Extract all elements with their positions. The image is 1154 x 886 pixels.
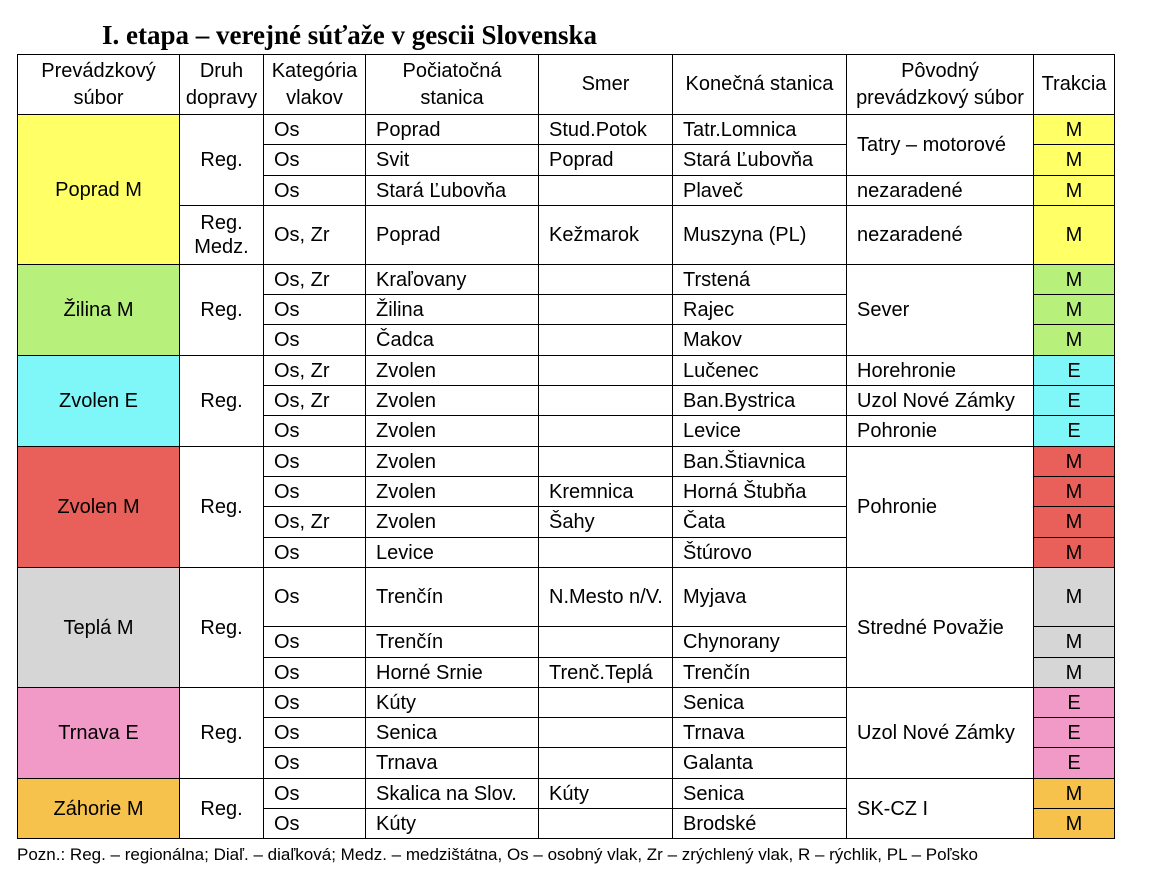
kategoria-cell: Os <box>264 447 366 477</box>
druh-dopravy-cell: Reg. <box>180 115 264 206</box>
smer-cell: Poprad <box>539 145 673 176</box>
kategoria-cell: Os <box>264 145 366 176</box>
povodny-subor-cell: Horehronie <box>847 356 1034 386</box>
trakcia-cell: M <box>1034 779 1115 809</box>
kategoria-cell: Os <box>264 416 366 447</box>
smer-cell: Kremnica <box>539 477 673 507</box>
trakcia-cell: E <box>1034 748 1115 779</box>
druh-dopravy-cell: Reg. <box>180 568 264 688</box>
povodny-subor-cell: Uzol Nové Zámky <box>847 386 1034 416</box>
smer-cell <box>539 295 673 325</box>
pociatocna-stanica-cell: Žilina <box>366 295 539 325</box>
smer-cell: Kežmarok <box>539 206 673 265</box>
header-povodny-subor: Pôvodný prevádzkový súbor <box>847 55 1034 115</box>
footnote: Pozn.: Reg. – regionálna; Diaľ. – diaľková; Medz. – medzištátna, Os – osobný vlak, Zr – zrýchlený vlak, R – rýchlik, PL – Poľsko <box>17 845 979 864</box>
trakcia-cell: M <box>1034 206 1115 265</box>
kategoria-cell: Os <box>264 568 366 627</box>
kategoria-cell: Os <box>264 325 366 356</box>
trakcia-cell: M <box>1034 477 1115 507</box>
group-name-cell: Teplá M <box>18 568 180 688</box>
povodny-subor-cell: Pohronie <box>847 416 1034 447</box>
trakcia-cell: M <box>1034 325 1115 356</box>
konecna-stanica-cell: Tatr.Lomnica <box>673 115 847 145</box>
konecna-stanica-cell: Chynorany <box>673 627 847 658</box>
druh-dopravy-cell: Reg. <box>180 447 264 568</box>
trakcia-cell: M <box>1034 568 1115 627</box>
table-row <box>18 115 1115 145</box>
kategoria-cell: Os, Zr <box>264 265 366 295</box>
smer-cell <box>539 447 673 477</box>
trakcia-cell: M <box>1034 145 1115 176</box>
group-name-cell: Poprad M <box>18 115 180 265</box>
smer-cell <box>539 356 673 386</box>
smer-cell: Trenč.Teplá <box>539 658 673 688</box>
konecna-stanica-cell: Trnava <box>673 718 847 748</box>
kategoria-cell: Os, Zr <box>264 206 366 265</box>
group-name-cell: Žilina M <box>18 265 180 356</box>
page-title: I. etapa – verejné súťaže v gescii Slovenska <box>102 20 598 50</box>
trakcia-cell: M <box>1034 265 1115 295</box>
povodny-subor-cell: SK-CZ I <box>847 779 1034 839</box>
kategoria-cell: Os <box>264 627 366 658</box>
konecna-stanica-cell: Štúrovo <box>673 538 847 568</box>
table-row <box>18 447 1115 477</box>
smer-cell <box>539 416 673 447</box>
pociatocna-stanica-cell: Zvolen <box>366 356 539 386</box>
kategoria-cell: Os <box>264 688 366 718</box>
trakcia-cell: E <box>1034 356 1115 386</box>
group-name-cell: Zvolen E <box>18 356 180 447</box>
povodny-subor-cell: Sever <box>847 265 1034 356</box>
konecna-stanica-cell: Muszyna (PL) <box>673 206 847 265</box>
trakcia-cell: M <box>1034 176 1115 206</box>
trakcia-cell: E <box>1034 416 1115 447</box>
pociatocna-stanica-cell: Kraľovany <box>366 265 539 295</box>
pociatocna-stanica-cell: Zvolen <box>366 477 539 507</box>
pociatocna-stanica-cell: Trnava <box>366 748 539 779</box>
kategoria-cell: Os <box>264 658 366 688</box>
trakcia-cell: M <box>1034 658 1115 688</box>
druh-dopravy-cell: Reg. <box>180 265 264 356</box>
konecna-stanica-cell: Senica <box>673 779 847 809</box>
konecna-stanica-cell: Horná Štubňa <box>673 477 847 507</box>
header-kategoria-vlakov: Kategória vlakov <box>264 55 366 115</box>
konecna-stanica-cell: Myjava <box>673 568 847 627</box>
tenders-table <box>17 54 1115 839</box>
konecna-stanica-cell: Trstená <box>673 265 847 295</box>
trakcia-cell: E <box>1034 688 1115 718</box>
table-row <box>18 568 1115 627</box>
smer-cell <box>539 748 673 779</box>
kategoria-cell: Os <box>264 809 366 839</box>
smer-cell: Šahy <box>539 507 673 538</box>
pociatocna-stanica-cell: Stará Ľubovňa <box>366 176 539 206</box>
trakcia-cell: E <box>1034 386 1115 416</box>
group-name-cell: Záhorie M <box>18 779 180 839</box>
pociatocna-stanica-cell: Zvolen <box>366 386 539 416</box>
smer-cell <box>539 718 673 748</box>
konecna-stanica-cell: Lučenec <box>673 356 847 386</box>
konecna-stanica-cell: Stará Ľubovňa <box>673 145 847 176</box>
table-header <box>18 55 1115 115</box>
konecna-stanica-cell: Ban.Štiavnica <box>673 447 847 477</box>
pociatocna-stanica-cell: Kúty <box>366 809 539 839</box>
table-row <box>18 356 1115 386</box>
povodny-subor-cell: Stredné Považie <box>847 568 1034 688</box>
header-konecna-stanica: Konečná stanica <box>673 55 847 115</box>
kategoria-cell: Os <box>264 295 366 325</box>
povodny-subor-cell: Tatry – motorové <box>847 115 1034 176</box>
pociatocna-stanica-cell: Svit <box>366 145 539 176</box>
kategoria-cell: Os <box>264 115 366 145</box>
pociatocna-stanica-cell: Zvolen <box>366 447 539 477</box>
header-druh-dopravy: Druh dopravy <box>180 55 264 115</box>
trakcia-cell: M <box>1034 507 1115 538</box>
druh-dopravy-cell: Reg. <box>180 779 264 839</box>
smer-cell <box>539 809 673 839</box>
header-prevadzkovy-subor: Prevádzkový súbor <box>18 55 180 115</box>
konecna-stanica-cell: Makov <box>673 325 847 356</box>
pociatocna-stanica-cell: Trenčín <box>366 627 539 658</box>
trakcia-cell: M <box>1034 538 1115 568</box>
konecna-stanica-cell: Brodské <box>673 809 847 839</box>
smer-cell <box>539 538 673 568</box>
smer-cell: N.Mesto n/V. <box>539 568 673 627</box>
header-smer: Smer <box>539 55 673 115</box>
pociatocna-stanica-cell: Čadca <box>366 325 539 356</box>
kategoria-cell: Os, Zr <box>264 356 366 386</box>
konecna-stanica-cell: Ban.Bystrica <box>673 386 847 416</box>
pociatocna-stanica-cell: Senica <box>366 718 539 748</box>
povodny-subor-cell: Pohronie <box>847 447 1034 568</box>
konecna-stanica-cell: Senica <box>673 688 847 718</box>
konecna-stanica-cell: Čata <box>673 507 847 538</box>
trakcia-cell: E <box>1034 718 1115 748</box>
druh-dopravy-cell: Reg. <box>180 688 264 779</box>
smer-cell <box>539 325 673 356</box>
smer-cell <box>539 386 673 416</box>
pociatocna-stanica-cell: Zvolen <box>366 416 539 447</box>
kategoria-cell: Os <box>264 718 366 748</box>
konecna-stanica-cell: Trenčín <box>673 658 847 688</box>
konecna-stanica-cell: Galanta <box>673 748 847 779</box>
smer-cell <box>539 265 673 295</box>
trakcia-cell: M <box>1034 295 1115 325</box>
povodny-subor-cell: nezaradené <box>847 176 1034 206</box>
pociatocna-stanica-cell: Zvolen <box>366 507 539 538</box>
kategoria-cell: Os <box>264 748 366 779</box>
kategoria-cell: Os, Zr <box>264 386 366 416</box>
trakcia-cell: M <box>1034 115 1115 145</box>
trakcia-cell: M <box>1034 809 1115 839</box>
smer-cell: Stud.Potok <box>539 115 673 145</box>
pociatocna-stanica-cell: Poprad <box>366 115 539 145</box>
druh-dopravy-cell: Reg. <box>180 356 264 447</box>
table-row <box>18 688 1115 718</box>
kategoria-cell: Os, Zr <box>264 507 366 538</box>
pociatocna-stanica-cell: Poprad <box>366 206 539 265</box>
pociatocna-stanica-cell: Horné Srnie <box>366 658 539 688</box>
trakcia-cell: M <box>1034 627 1115 658</box>
konecna-stanica-cell: Rajec <box>673 295 847 325</box>
table-row <box>18 265 1115 295</box>
smer-cell <box>539 688 673 718</box>
konecna-stanica-cell: Plaveč <box>673 176 847 206</box>
druh-dopravy-cell: Reg. Medz. <box>180 206 264 265</box>
group-name-cell: Zvolen M <box>18 447 180 568</box>
pociatocna-stanica-cell: Levice <box>366 538 539 568</box>
kategoria-cell: Os <box>264 477 366 507</box>
pociatocna-stanica-cell: Trenčín <box>366 568 539 627</box>
trakcia-cell: M <box>1034 447 1115 477</box>
header-row <box>18 55 1115 115</box>
pociatocna-stanica-cell: Skalica na Slov. <box>366 779 539 809</box>
konecna-stanica-cell: Levice <box>673 416 847 447</box>
kategoria-cell: Os <box>264 779 366 809</box>
table-row <box>18 779 1115 809</box>
group-name-cell: Trnava E <box>18 688 180 779</box>
pociatocna-stanica-cell: Kúty <box>366 688 539 718</box>
header-pociatocna-stanica: Počiatočná stanica <box>366 55 539 115</box>
table-body <box>18 115 1115 839</box>
header-trakcia: Trakcia <box>1034 55 1115 115</box>
povodny-subor-cell: nezaradené <box>847 206 1034 265</box>
table-row <box>18 206 1115 265</box>
smer-cell <box>539 176 673 206</box>
smer-cell: Kúty <box>539 779 673 809</box>
kategoria-cell: Os <box>264 538 366 568</box>
povodny-subor-cell: Uzol Nové Zámky <box>847 688 1034 779</box>
kategoria-cell: Os <box>264 176 366 206</box>
smer-cell <box>539 627 673 658</box>
